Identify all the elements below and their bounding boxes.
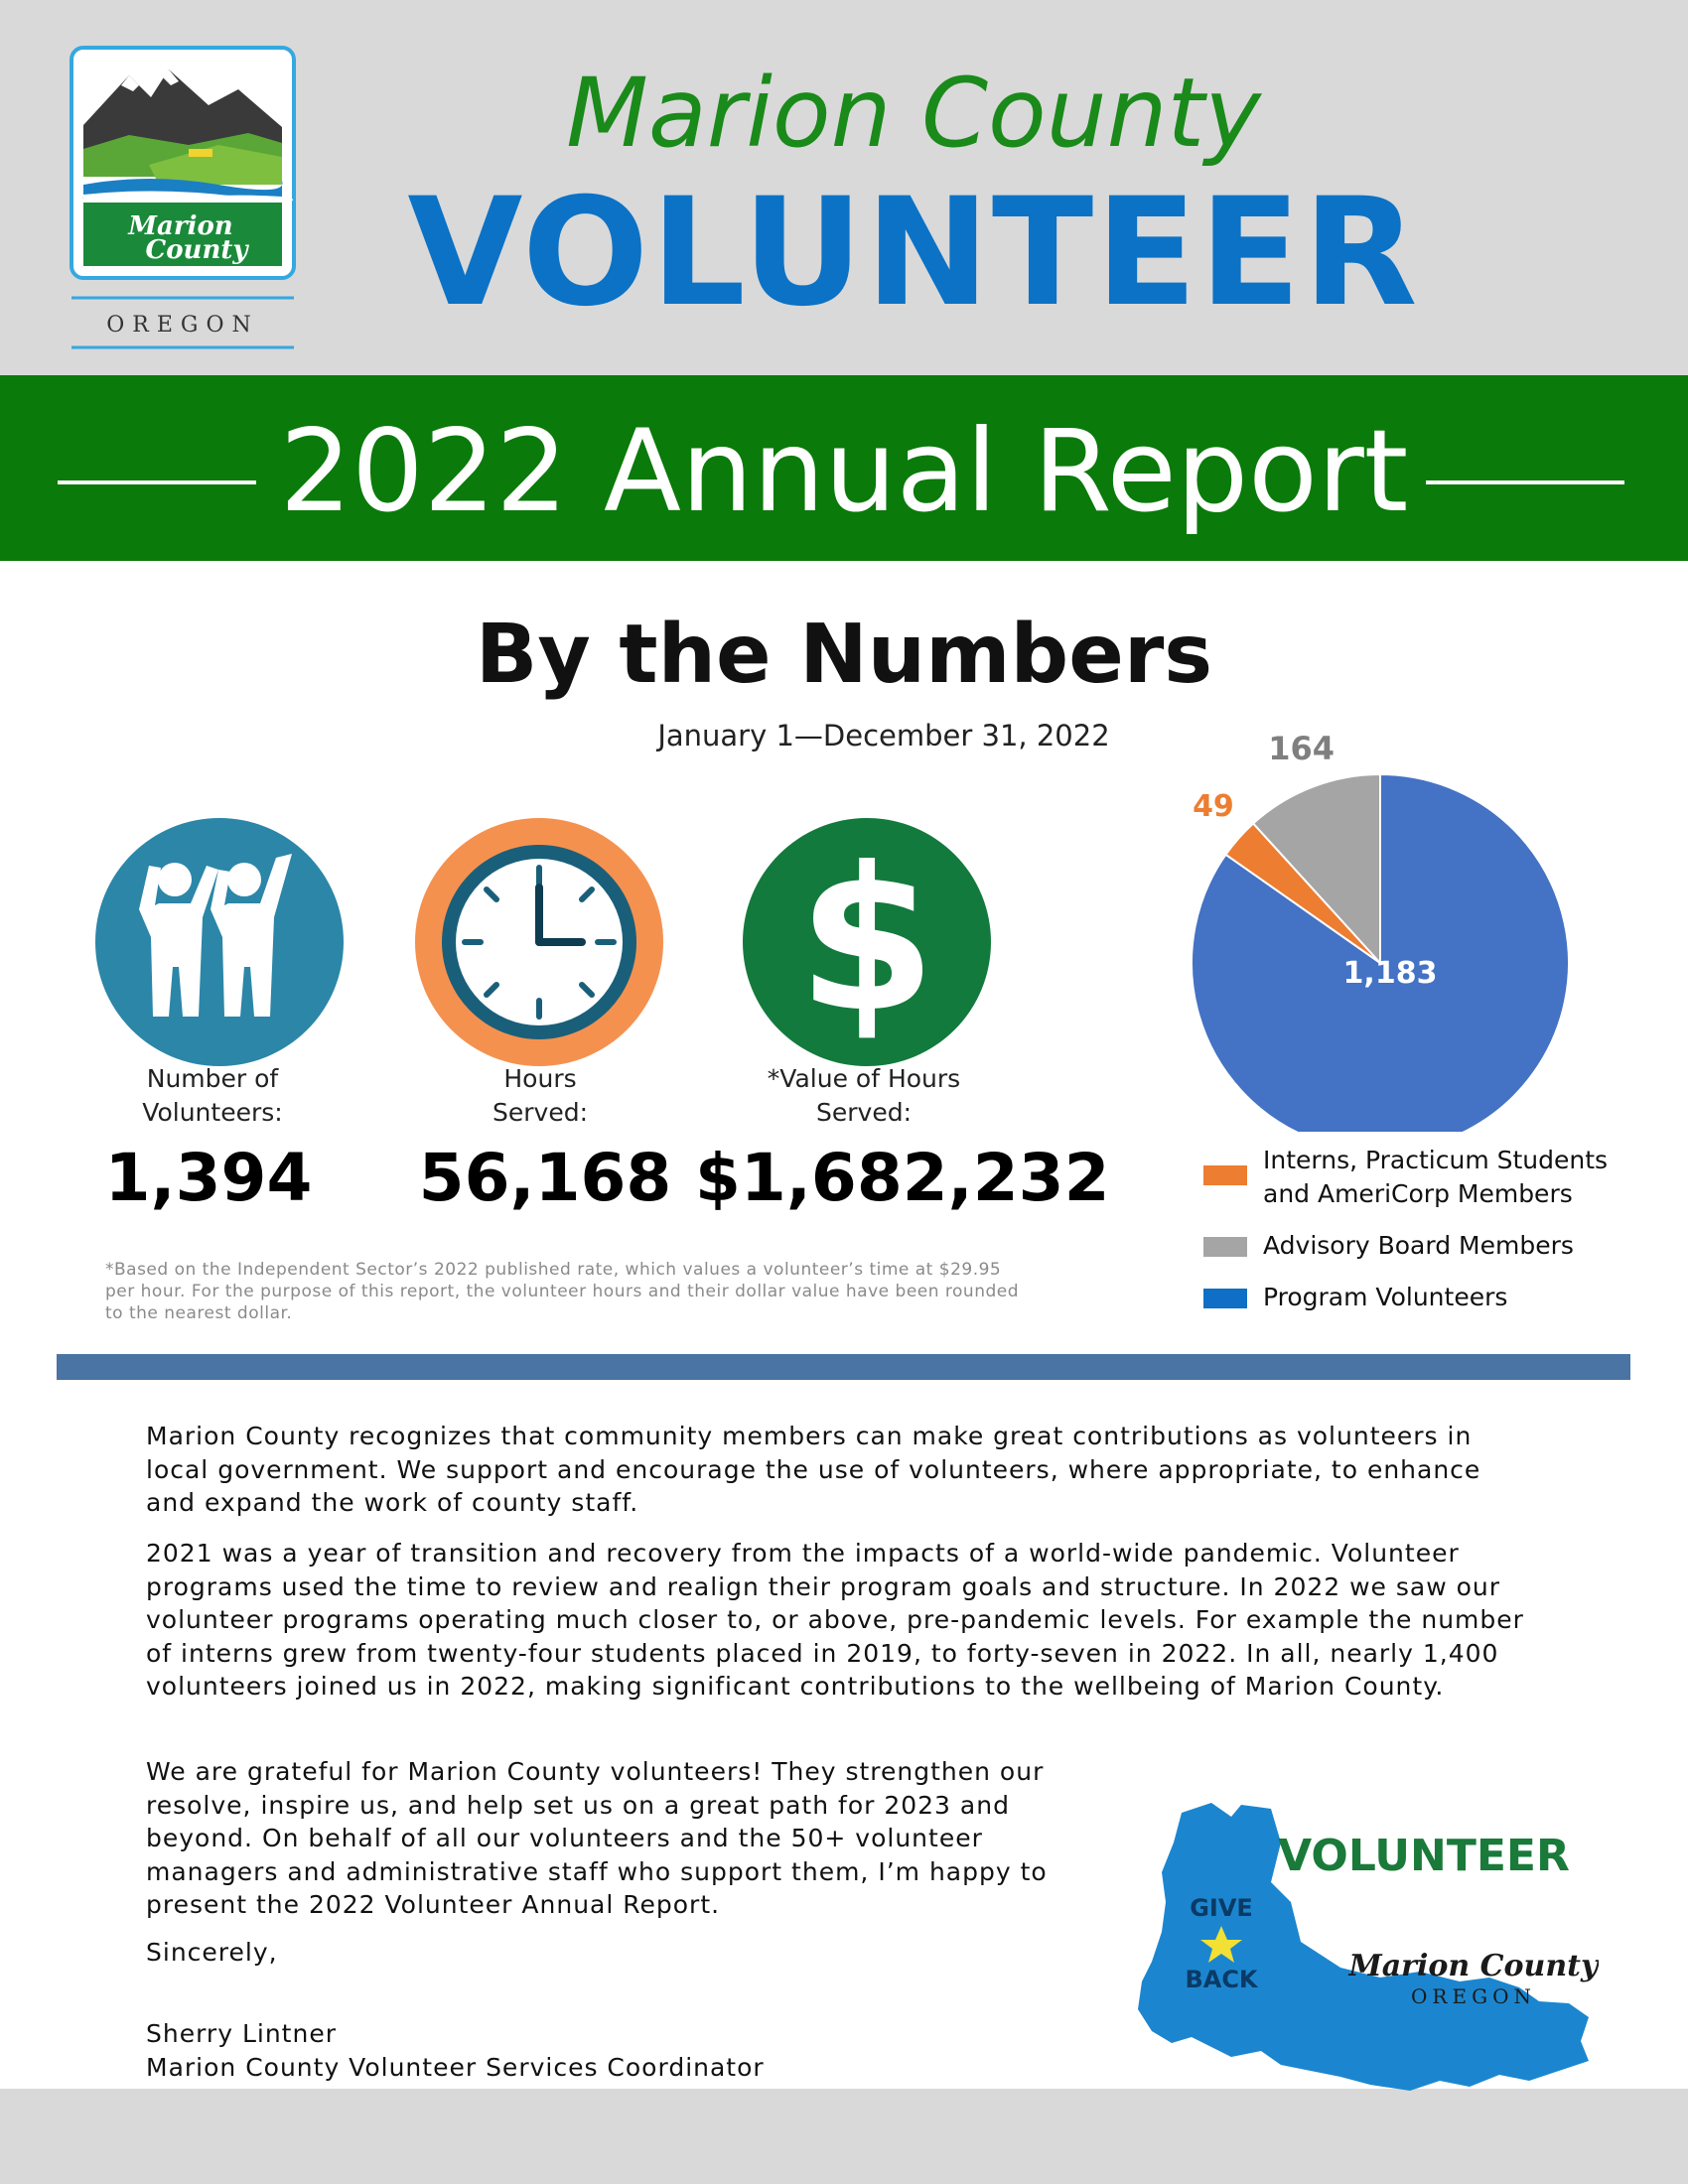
- logo-text-marion: Marion: [128, 211, 233, 241]
- people-icon: [95, 818, 344, 1066]
- legend-item-advisory: [1203, 1229, 1640, 1263]
- banner-divider-left: [58, 480, 256, 484]
- logo-text-county: County: [145, 235, 248, 265]
- pie-label-advisory: 164: [1268, 729, 1336, 767]
- legend-swatch-interns: [1203, 1165, 1247, 1185]
- letter-paragraph-3: We are grateful for Marion County volunteers! They strengthen our resolve, inspire us, and help set us on a great path for 2023 and beyond. On behalf of all our volunteers and the 50+ volunteer managers and administrative staff who support them, I’m happy to present the 2022 Volunteer Annual Report.: [146, 1757, 1048, 1919]
- legend-label-advisory: Advisory Board Members: [1263, 1231, 1574, 1260]
- signer-name: Sherry Lintner: [146, 2019, 337, 2048]
- map-logo-county: Marion County: [1348, 1949, 1599, 1983]
- letter-paragraph-1: Marion County recognizes that community members can make great contributions as volunteers in local government. We support and encourage the use of volunteers, where appropriate, to enhance and expand the work of county staff.: [146, 1422, 1481, 1517]
- banner-title: 2022 Annual Report: [279, 405, 1409, 537]
- stat-value-volunteers: 1,394: [104, 1140, 313, 1216]
- stat-label-volunteers: Number of Volunteers:: [142, 1064, 283, 1127]
- clock-icon: [415, 818, 663, 1066]
- legend-label-interns-line1: Interns, Practicum Students: [1263, 1146, 1609, 1174]
- letter-paragraph-2: 2021 was a year of transition and recovery from the impacts of a world-wide pandemic. Volunteer programs used the time to review and realign their program goals and structure. In 2022 we saw our volunteer programs operating much closer to, or above, pre-pandemic levels. For example the number of interns grew from twenty-four students placed in 2019, to forty-seven in 2022. In all, nearly 1,400 volunteers joined us in 2022, making significant contributions to the wellbeing of Marion County.: [146, 1539, 1524, 1701]
- pie-label-program: 1,183: [1342, 956, 1438, 991]
- stat-value-dollars: $1,682,232: [695, 1140, 1110, 1216]
- volunteer-map-logo: [1122, 1783, 1599, 2101]
- annual-report-banner: [0, 375, 1688, 561]
- map-logo-back: BACK: [1185, 1966, 1258, 1993]
- footnote: *Based on the Independent Sector’s 2022 published rate, which values a volunteer’s time at $29.95 per hour. For the purpose of this report, the volunteer hours and their dollar value have been rounded to the nearest dollar.: [105, 1260, 1020, 1323]
- header: [0, 0, 1688, 375]
- title-marion-county: Marion County: [566, 58, 1261, 169]
- stat-label-hours: Hours Served:: [492, 1064, 588, 1127]
- legend-item-interns: [1203, 1144, 1640, 1211]
- logo-text-oregon: OREGON: [106, 313, 259, 338]
- marion-county-logo: [70, 46, 296, 355]
- banner-divider-right: [1426, 480, 1624, 484]
- stat-label-value: *Value of Hours Served:: [767, 1064, 961, 1127]
- map-logo-oregon: OREGON: [1411, 1984, 1536, 2008]
- legend-item-program: [1203, 1281, 1640, 1314]
- pie-label-interns: 49: [1193, 788, 1234, 824]
- title-volunteer: VOLUNTEER: [407, 167, 1420, 340]
- map-logo-volunteer: VOLUNTEER: [1278, 1831, 1570, 1881]
- date-range: January 1—December 31, 2022: [657, 719, 1110, 752]
- section-title: By the Numbers: [475, 608, 1213, 702]
- signer-title: Marion County Volunteer Services Coordinator: [146, 2052, 765, 2082]
- volunteer-breakdown-pie-chart: [1182, 715, 1579, 1132]
- svg-text:$: $: [797, 825, 936, 1056]
- letter-closing: Sincerely,: [146, 1938, 278, 1967]
- legend-label-program: Program Volunteers: [1263, 1283, 1508, 1311]
- pie-legend: [1203, 1144, 1640, 1332]
- legend-swatch-advisory: [1203, 1237, 1247, 1257]
- section-divider: [57, 1354, 1630, 1380]
- stat-value-hours: 56,168: [418, 1140, 672, 1216]
- legend-label-interns-line2: and AmeriCorp Members: [1263, 1179, 1573, 1208]
- dollar-icon: [743, 818, 991, 1066]
- map-logo-give: GIVE: [1190, 1894, 1253, 1922]
- footer-bar: [0, 2089, 1688, 2184]
- legend-swatch-program: [1203, 1289, 1247, 1308]
